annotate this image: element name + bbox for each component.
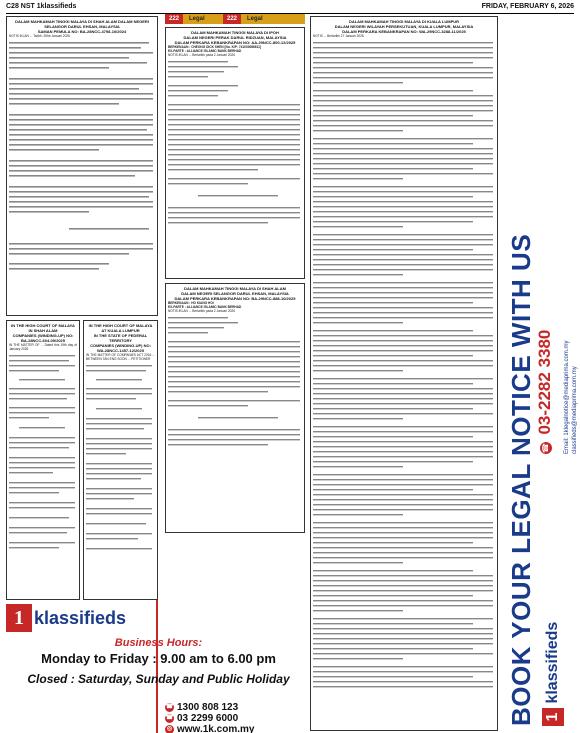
text-line xyxy=(313,186,493,187)
text-line xyxy=(313,570,473,571)
text-line xyxy=(313,355,473,356)
text-line xyxy=(313,287,493,288)
notice-body xyxy=(168,53,302,238)
text-line xyxy=(313,52,493,53)
contact-website[interactable] xyxy=(165,724,295,733)
text-line xyxy=(313,365,493,366)
banner-email-text: Email: 1klegalnotice@mediaprima.com.my xyxy=(564,340,570,454)
text-line xyxy=(313,562,403,563)
klassifieds-logo xyxy=(6,604,156,634)
text-line xyxy=(313,62,473,63)
notice-text-lines xyxy=(313,38,495,698)
text-line xyxy=(313,600,493,601)
text-line xyxy=(313,547,493,548)
legal-notice-banner xyxy=(502,14,578,733)
text-line xyxy=(313,72,493,73)
notice-parties: BERKENAAN : CHEONG DICK SHEN [No. K/P: 741030086611] EX-PARTE : ALLIANCE ISLAMIC BANK BERHAD xyxy=(168,45,261,53)
text-line xyxy=(313,441,493,442)
text-line xyxy=(313,148,493,149)
text-line xyxy=(313,494,493,495)
notice-title: DALAM MAHKAMAH TINGGI MALAYA DI KUALA LUMPUR DALAM NEGERI WILAYAH PERSEKUTUAN, KUALA LUMPUR, MALAYSIA DALAM PERKARA KEBANKRAPAN NO: WA-29NCC-3288-11/2025 xyxy=(334,19,474,34)
section-number: 222 xyxy=(165,14,183,24)
logo-word: klassifieds xyxy=(34,608,127,628)
notice-high-court-shah-alam xyxy=(6,320,80,600)
text-line xyxy=(313,628,493,629)
notice-parties: BERKENAAN : HO KIANG HOI EX-PARTE : ALLIANCE ISLAMIC BANK BERHAD xyxy=(168,301,242,309)
text-line xyxy=(313,196,473,197)
text-line xyxy=(313,681,493,682)
text-line xyxy=(313,90,473,91)
page-number: C28 NST 1klassifieds xyxy=(6,3,77,10)
text-line xyxy=(313,499,493,500)
text-line xyxy=(313,658,403,659)
contact-phone-1 xyxy=(165,702,295,713)
text-line xyxy=(313,297,493,298)
text-line xyxy=(313,292,493,293)
page-header xyxy=(6,3,574,14)
banner-phone xyxy=(535,154,555,454)
text-line xyxy=(313,201,493,202)
text-line xyxy=(313,282,493,283)
text-line xyxy=(313,398,493,399)
notice-text-lines xyxy=(9,38,155,288)
text-line xyxy=(313,504,493,505)
text-line xyxy=(313,514,403,515)
text-line xyxy=(313,100,493,101)
text-line xyxy=(313,474,493,475)
text-line xyxy=(313,580,493,581)
text-line xyxy=(313,431,493,432)
business-hours-title: Business Hours: xyxy=(114,637,203,649)
text-line xyxy=(313,484,493,485)
logo-number: 1 xyxy=(542,708,564,726)
text-line xyxy=(313,461,473,462)
phone-icon: ☎ xyxy=(540,443,550,453)
text-line xyxy=(313,403,493,404)
text-line xyxy=(313,590,493,591)
text-line xyxy=(313,216,493,217)
text-line xyxy=(313,335,493,336)
text-line xyxy=(313,542,473,543)
text-line xyxy=(313,522,493,523)
text-line xyxy=(313,610,403,611)
text-line xyxy=(313,249,473,250)
text-line xyxy=(313,110,493,111)
notice-shah-alam-summons xyxy=(6,16,158,316)
notice-body xyxy=(9,343,77,572)
text-line xyxy=(313,178,403,179)
text-line xyxy=(313,82,403,83)
text-line xyxy=(313,686,493,687)
contact-phone-2 xyxy=(165,713,295,724)
text-line xyxy=(313,456,493,457)
text-line xyxy=(313,383,473,384)
banner-email2-text: classifieds@mediaprima.com.my xyxy=(572,366,578,454)
section-label: Legal xyxy=(247,16,263,22)
text-line xyxy=(313,653,493,654)
banner-cta xyxy=(506,26,536,726)
text-line xyxy=(313,42,493,43)
closed-days-text: Closed : Saturday, Sunday and Public Holiday xyxy=(27,672,290,686)
notice-text: NOTIS IKLAN ... Bertarikh pada 2 Januari 2026 xyxy=(168,309,235,313)
text-line xyxy=(313,671,493,672)
notice-text: IN THE MATTER OF ... Dated this 19th day of January 2026 xyxy=(9,343,77,351)
text-line xyxy=(313,413,493,414)
text-line xyxy=(313,350,493,351)
text-line xyxy=(313,120,493,121)
banner-email-2 xyxy=(563,154,578,454)
banner-logo-word: klassifieds xyxy=(544,621,561,704)
notice-text-lines xyxy=(168,313,302,493)
notice-kuala-lumpur-bankruptcy xyxy=(310,16,498,731)
notice-title: IN THE HIGH COURT OF MALAYA IN SHAH ALAM COMPANIES (WINDING-UP) NO: BA-28NCC-604-09/2025 xyxy=(11,323,75,343)
notice-shah-alam-bankruptcy xyxy=(165,283,305,533)
text-line xyxy=(313,378,493,379)
text-line xyxy=(313,130,403,131)
text-line xyxy=(313,47,493,48)
text-line xyxy=(313,676,473,677)
section-number: 222 xyxy=(223,14,241,24)
notice-body xyxy=(313,34,495,699)
text-line xyxy=(313,446,493,447)
page-date: FRIDAY, FEBRUARY 6, 2026 xyxy=(481,3,574,10)
globe-icon: ◎ xyxy=(166,725,173,732)
text-line xyxy=(313,312,493,313)
section-label: Legal xyxy=(189,16,205,22)
text-line xyxy=(313,552,493,553)
text-line xyxy=(313,254,493,255)
text-line xyxy=(313,605,493,606)
text-line xyxy=(313,643,493,644)
text-line xyxy=(313,479,493,480)
notice-body xyxy=(9,34,155,289)
text-line xyxy=(313,153,493,154)
text-line xyxy=(313,633,493,634)
text-line xyxy=(313,418,403,419)
notice-text-lines xyxy=(86,361,155,576)
notice-text: NOTIS ... Bertarikh 27 Januari 2026 xyxy=(313,34,364,38)
notice-high-court-kuala-lumpur xyxy=(83,320,158,600)
banner-logo xyxy=(542,606,572,726)
notice-text-lines xyxy=(9,351,77,571)
text-line xyxy=(313,648,473,649)
text-line xyxy=(313,234,493,235)
text-line xyxy=(313,173,493,174)
text-line xyxy=(313,206,493,207)
text-line xyxy=(313,57,493,58)
text-line xyxy=(313,322,403,323)
text-line xyxy=(313,330,473,331)
phone-icon: ☎ xyxy=(165,714,174,721)
text-line xyxy=(313,163,493,164)
text-line xyxy=(313,269,493,270)
text-line xyxy=(313,77,493,78)
text-line xyxy=(313,618,493,619)
notice-title: DALAM MAHKAMAH TINGGI MALAYA DI SHAH ALAM DALAM NEGERI SELANGOR DARUL EHSAN, MALAYSIA SAMAN PEMULA NO: BA-28NCC-4798-10/2024 xyxy=(15,19,149,34)
text-line xyxy=(313,168,473,169)
text-line xyxy=(313,95,493,96)
text-line xyxy=(313,466,403,467)
text-line xyxy=(313,226,403,227)
text-line xyxy=(313,340,493,341)
text-line xyxy=(313,436,473,437)
text-line xyxy=(313,138,493,139)
text-line xyxy=(313,666,493,667)
business-hours xyxy=(6,637,311,686)
notice-text: NOTIS IKLAN ... Bertarikh pada 2 Januari 2026 xyxy=(168,53,235,57)
text-line xyxy=(313,259,493,260)
text-line xyxy=(313,115,473,116)
text-line xyxy=(313,302,473,303)
text-line xyxy=(313,191,493,192)
text-line xyxy=(313,125,493,126)
text-line xyxy=(313,307,493,308)
text-line xyxy=(313,274,403,275)
text-line xyxy=(313,360,493,361)
notice-title: DALAM MAHKAMAH TINGGI MALAYA DI SHAH ALAM DALAM NEGERI SELANGOR DARUL EHSAN, MALAYSIA DALAM PERKARA KEBANKRAPAN NO: BA-29NCC-888-10/2025 xyxy=(174,286,296,301)
text-line xyxy=(313,264,493,265)
text-line xyxy=(313,143,473,144)
text-line xyxy=(313,239,493,240)
contact-value: 03 2299 6000 xyxy=(177,713,239,724)
text-line xyxy=(313,393,493,394)
notice-title: DALAM MAHKAMAH TINGGI MALAYA DI IPOH DALAM NEGERI PERAK DARUL RIDZUAN, MALAYSIA DALAM PERKARA KEBANKRAPAN NO: AA-29NCC-800-12/2025 xyxy=(174,30,296,45)
business-hours-text: Monday to Friday : 9.00 am to 6.00 pm xyxy=(41,651,276,666)
notice-text-lines xyxy=(168,57,302,237)
notice-text: IN THE MATTER OF COMPANIES ACT 2016 ... BETWEEN TAN ENG SOON ... PETITIONER xyxy=(86,353,155,361)
text-line xyxy=(313,317,493,318)
text-line xyxy=(313,244,493,245)
text-line xyxy=(313,211,493,212)
text-line xyxy=(313,638,493,639)
text-line xyxy=(313,527,493,528)
text-line xyxy=(313,370,403,371)
contact-value[interactable]: www.1k.com.my xyxy=(177,724,255,733)
notice-body xyxy=(86,353,155,577)
text-line xyxy=(313,557,493,558)
text-line xyxy=(313,575,493,576)
text-line xyxy=(313,105,493,106)
notice-title: IN THE HIGH COURT OF MALAYA AT KUALA LUMPUR IN THE STATE OF FEDERAL TERRITORY COMPANIES (WINDING-UP) NO: WA-28NCC-1457-12/2025 xyxy=(88,323,153,353)
text-line xyxy=(313,158,493,159)
text-line xyxy=(313,408,473,409)
text-line xyxy=(313,585,493,586)
text-line xyxy=(313,537,493,538)
text-line xyxy=(313,426,493,427)
text-line xyxy=(313,489,473,490)
text-line xyxy=(313,451,493,452)
legal-section-bar xyxy=(165,14,305,24)
banner-phone-text: 03-2282 3380 xyxy=(535,329,554,435)
contact-value: 1300 808 123 xyxy=(177,702,239,713)
text-line xyxy=(313,532,493,533)
phone-icon: ☎ xyxy=(165,703,174,710)
text-line xyxy=(313,221,473,222)
logo-number: 1 xyxy=(6,604,32,632)
text-line xyxy=(313,623,473,624)
notice-text: NOTIS IKLAN ... Tarikh: 26hb Januari 2026 xyxy=(9,34,70,38)
text-line xyxy=(313,345,493,346)
notice-body xyxy=(168,309,302,494)
text-line xyxy=(313,595,473,596)
contact-list xyxy=(165,702,295,733)
banner-cta-text: BOOK YOUR LEGAL NOTICE WITH US xyxy=(506,233,536,726)
text-line xyxy=(313,67,493,68)
notice-ipoh-bankruptcy xyxy=(165,27,305,279)
text-line xyxy=(313,509,493,510)
text-line xyxy=(313,388,493,389)
